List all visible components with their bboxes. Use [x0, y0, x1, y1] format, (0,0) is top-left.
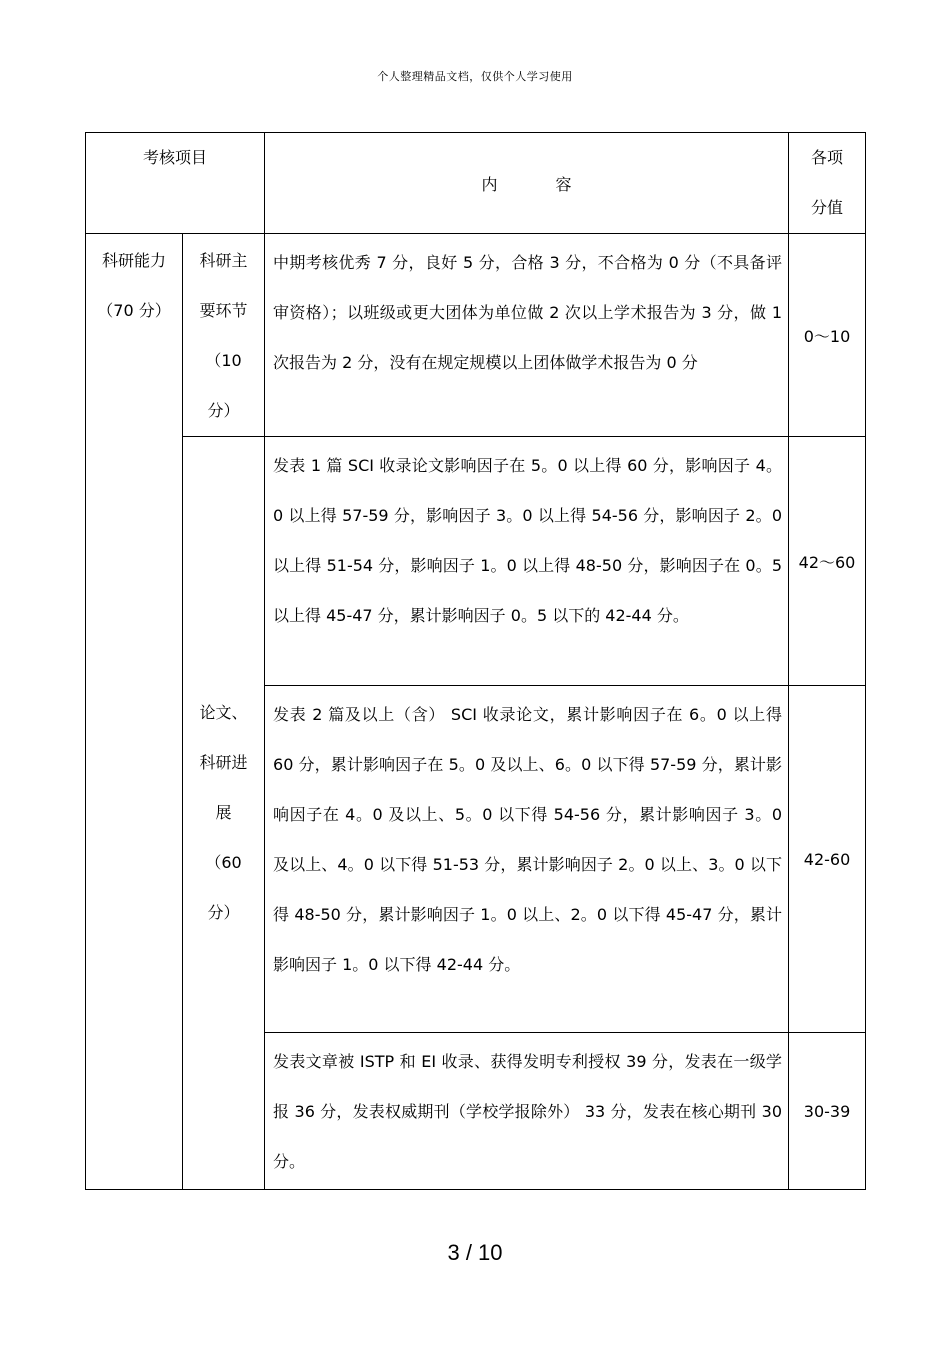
sub1-line3: （10 — [205, 351, 242, 370]
sub1-line2: 要环节 — [199, 301, 248, 320]
category-cell — [86, 234, 183, 1190]
page-number: 3 / 10 — [447, 1240, 503, 1265]
sub2-line2: 科研进 — [199, 753, 248, 772]
sub2-line4: （60 — [205, 853, 242, 872]
header-content-a: 内 — [481, 174, 498, 194]
score-cell — [789, 1033, 866, 1190]
score-value: 42-60 — [803, 849, 851, 869]
sub1-line4: 分） — [207, 401, 240, 420]
header-score-line1: 各项 — [811, 148, 844, 167]
table-row — [86, 234, 866, 437]
content-text: 发表 2 篇及以上（含） SCI 收录论文，累计影响因子在 6。0 以上得 60 分，累计影响因子在 5。0 及以上、6。0 以下得 57-59 分，累计影响因子在 4。0 及以上、5。0 以下得 54-56 分，累计影响因子 3。0 及以上、4。0 以下得 51-53 分，累计影响因子 2。0 以上、3。0 以下得 48-50 分，累计影响因子 1。0 以上、2。0 以下得 45-47 分，累计影响因子 1。0 以下得 42-44 分。 — [273, 705, 783, 974]
evaluation-table — [85, 132, 866, 1190]
score-value: 0～10 — [803, 326, 851, 346]
header-content-b: 容 — [555, 174, 572, 194]
header-project: 考核项目 — [143, 148, 208, 167]
content-cell — [265, 437, 789, 686]
header-project-cell — [86, 133, 265, 234]
score-cell — [789, 234, 866, 437]
header-score-line2: 分值 — [811, 198, 844, 217]
sub2-cell — [183, 437, 265, 1190]
content-text: 发表文章被 ISTP 和 EI 收录、获得发明专利授权 39 分，发表在一级学报 36 分，发表权威期刊（学校学报除外） 33 分，发表在核心期刊 30 分。 — [273, 1052, 783, 1171]
sub1-cell — [183, 234, 265, 437]
content-text: 发表 1 篇 SCI 收录论文影响因子在 5。0 以上得 60 分，影响因子 4。0 以上得 57-59 分，影响因子 3。0 以上得 54-56 分，影响因子 2。0 以上得 51-54 分，影响因子 1。0 以上得 48-50 分，影响因子在 0。5 以上得 45-47 分，累计影响因子 0。5 以下的 42-44 分。 — [273, 456, 783, 625]
sub1-line1: 科研主 — [199, 251, 248, 270]
score-cell — [789, 686, 866, 1033]
sub2-line5: 分） — [207, 903, 240, 922]
table-row — [86, 437, 866, 686]
content-cell — [265, 686, 789, 1033]
content-cell — [265, 234, 789, 437]
table-header-row — [86, 133, 866, 234]
content-text: 中期考核优秀 7 分，良好 5 分，合格 3 分，不合格为 0 分（不具备评审资格）；以班级或更大团体为单位做 2 次以上学术报告为 3 分，做 1 次报告为 2 分，没有在规定规模以上团体做学术报告为 0 分 — [273, 253, 783, 372]
category-line2: （70 分） — [97, 301, 171, 320]
content-cell — [265, 1033, 789, 1190]
score-value: 42～60 — [798, 552, 856, 572]
score-cell — [789, 437, 866, 686]
score-value: 30-39 — [803, 1101, 851, 1121]
sub2-line1: 论文、 — [199, 703, 248, 722]
header-content-cell — [265, 133, 789, 234]
sub2-line3: 展 — [215, 803, 232, 822]
category-line1: 科研能力 — [101, 251, 166, 270]
header-note: 个人整理精品文档，仅供个人学习使用 — [377, 70, 573, 83]
header-score-cell — [789, 133, 866, 234]
